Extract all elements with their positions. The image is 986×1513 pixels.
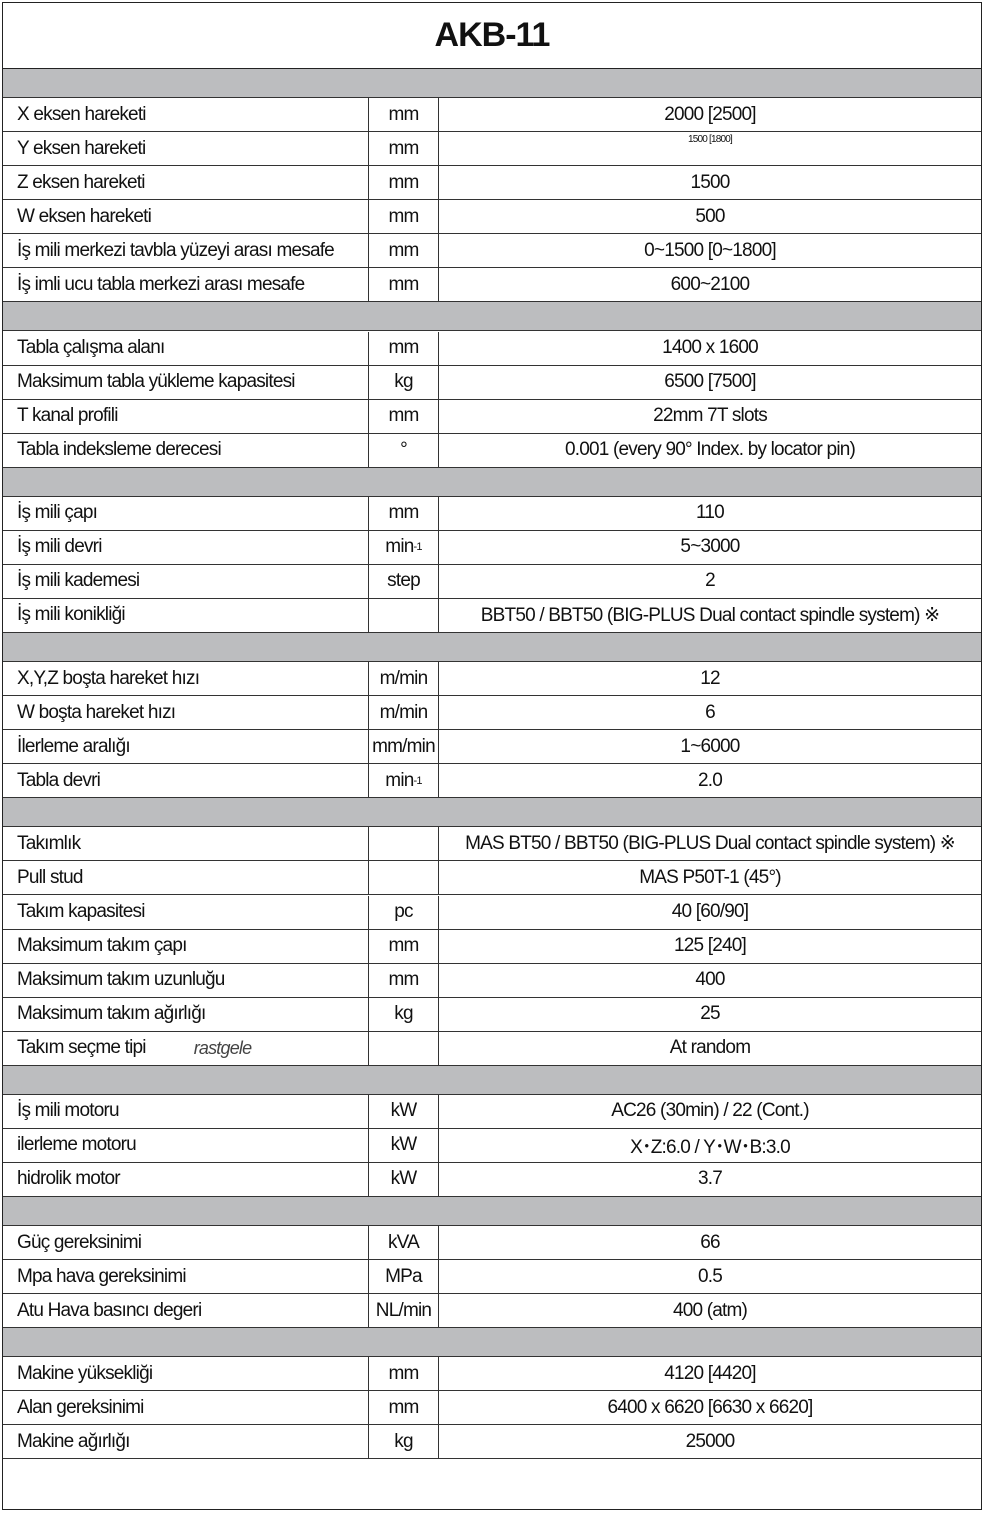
spec-label-text: T kanal profili — [17, 405, 118, 427]
spec-unit-text: kW — [390, 1100, 417, 1122]
spec-label — [3, 696, 369, 729]
spec-value: 400 (atm) — [672, 1299, 748, 1321]
spec-label — [3, 1129, 369, 1162]
spec-label — [3, 730, 369, 763]
spec-row — [3, 1425, 981, 1459]
spec-row — [3, 434, 981, 468]
spec-label — [3, 1163, 369, 1196]
spec-row — [3, 132, 981, 166]
spec-label-text: W boşta hareket hızı — [17, 701, 176, 723]
spec-label — [3, 332, 369, 365]
spec-value: 6400 x 6620 [6630 x 6620] — [607, 1396, 813, 1418]
section-divider — [3, 798, 981, 827]
spec-unit-text: mm — [388, 337, 419, 359]
spec-sheet — [2, 2, 982, 1510]
spec-unit — [369, 400, 439, 433]
section-divider — [3, 1197, 981, 1226]
unit-exponent: -1 — [413, 541, 422, 554]
spec-value: MAS BT50 / BBT50 (BIG-PLUS Dual contact spindle system) ※ — [465, 833, 955, 855]
spec-row — [3, 332, 981, 366]
spec-value: 4120 [4420] — [664, 1362, 756, 1384]
spec-label — [3, 1425, 369, 1458]
spec-label-text: X,Y,Z boşta hareket hızı — [17, 667, 200, 689]
spec-row — [3, 998, 981, 1032]
spec-unit — [369, 1260, 439, 1293]
spec-label-text: Alan gereksinimi — [17, 1396, 144, 1418]
spec-unit-text: mm — [388, 405, 419, 427]
spec-label — [3, 200, 369, 233]
spec-label — [3, 497, 369, 530]
spec-unit — [369, 1391, 439, 1424]
spec-unit — [369, 1032, 439, 1065]
spec-unit — [369, 234, 439, 267]
spec-label-text: İş mili merkezi tavbla yüzeyi arası mesafe — [17, 239, 334, 261]
spec-unit — [369, 964, 439, 997]
spec-label — [3, 861, 369, 894]
spec-value: 0~1500 [0~1800] — [644, 239, 776, 261]
spec-unit — [369, 662, 439, 695]
spec-unit-text: kg — [394, 371, 413, 393]
spec-label-text: İş mili motoru — [17, 1100, 119, 1122]
spec-label-text: İş mili devri — [17, 536, 102, 558]
spec-row — [3, 1260, 981, 1294]
spec-label-text: Tabla çalışma alanı — [17, 337, 165, 359]
spec-label-text: İş mili konikliği — [17, 604, 125, 626]
spec-unit — [369, 861, 439, 894]
spec-label-text: Z eksen hareketi — [17, 171, 145, 193]
spec-row — [3, 964, 981, 998]
spec-unit — [369, 98, 439, 131]
spec-unit — [369, 497, 439, 530]
spec-row — [3, 1357, 981, 1391]
spec-row — [3, 827, 981, 861]
spec-unit-text: kW — [390, 1134, 417, 1156]
spec-row — [3, 366, 981, 400]
spec-value: 6 — [705, 701, 715, 723]
spec-unit-text: min — [385, 536, 414, 558]
spec-label-text: İş mili kademesi — [17, 570, 140, 592]
spec-label-text: Güç gereksinimi — [17, 1231, 142, 1253]
spec-unit — [369, 696, 439, 729]
spec-unit-text: ° — [400, 439, 407, 461]
spec-row — [3, 565, 981, 599]
spec-value: 2.0 — [697, 769, 722, 791]
spec-value: 600~2100 — [670, 273, 750, 295]
spec-unit-text: mm/min — [372, 735, 435, 757]
spec-unit — [369, 1425, 439, 1458]
spec-label — [3, 964, 369, 997]
spec-value: 0.001 (every 90° Index. by locator pin) — [564, 439, 856, 461]
spec-label-text: Pull stud — [17, 866, 83, 888]
spec-unit-text: mm — [388, 969, 419, 991]
spec-row — [3, 531, 981, 565]
spec-label — [3, 400, 369, 433]
spec-unit — [369, 998, 439, 1031]
spec-value: 22mm 7T slots — [653, 405, 767, 427]
spec-label — [3, 1260, 369, 1293]
spec-unit-text: mm — [388, 103, 419, 125]
spec-label — [3, 1357, 369, 1390]
spec-value: 1500 [1800] — [687, 134, 733, 146]
spec-note: rastgele — [193, 1037, 252, 1058]
spec-row — [3, 599, 981, 633]
spec-row — [3, 1226, 981, 1260]
spec-label — [3, 531, 369, 564]
spec-row — [3, 764, 981, 798]
spec-row — [3, 166, 981, 200]
section-divider — [3, 1328, 981, 1357]
spec-unit — [369, 531, 439, 564]
spec-label-text: Maksimum takım uzunluğu — [17, 969, 225, 991]
spec-unit — [369, 1294, 439, 1327]
spec-label — [3, 565, 369, 598]
spec-value: 0.5 — [697, 1265, 722, 1287]
spec-unit-text: kW — [390, 1168, 417, 1190]
spec-row — [3, 400, 981, 434]
spec-value: 5~3000 — [680, 536, 740, 558]
spec-unit — [369, 1129, 439, 1162]
spec-unit — [369, 1163, 439, 1196]
spec-value: 66 — [700, 1231, 720, 1253]
spec-unit — [369, 1357, 439, 1390]
spec-value: 110 — [696, 502, 724, 524]
spec-row — [3, 200, 981, 234]
spec-label — [3, 1294, 369, 1327]
spec-label — [3, 599, 369, 632]
spec-label-text: Takım kapasitesi — [17, 901, 145, 923]
spec-value: 1500 — [690, 171, 730, 193]
spec-value: BBT50 / BBT50 (BIG-PLUS Dual contact spindle system) ※ — [480, 604, 940, 626]
spec-value: 25 — [700, 1003, 720, 1025]
spec-value: AC26 (30min) / 22 (Cont.) — [611, 1100, 809, 1122]
spec-value: 1~6000 — [680, 735, 740, 757]
spec-row — [3, 930, 981, 964]
spec-unit-text: kg — [394, 1003, 413, 1025]
spec-label — [3, 764, 369, 797]
spec-row — [3, 896, 981, 930]
spec-unit-text: mm — [388, 137, 419, 159]
spec-unit-text: mm — [388, 273, 419, 295]
spec-value: 6500 [7500] — [664, 371, 756, 393]
spec-label — [3, 98, 369, 131]
spec-label — [3, 1391, 369, 1424]
spec-unit — [369, 730, 439, 763]
spec-unit-text: mm — [388, 502, 419, 524]
section-divider — [3, 69, 981, 98]
spec-label-text: İlerleme aralığı — [17, 735, 130, 757]
spec-label-text: hidrolik motor — [17, 1168, 120, 1190]
spec-unit-text: mm — [388, 1362, 419, 1384]
spec-label-text: Makine ağırlığı — [17, 1430, 130, 1452]
spec-unit — [369, 332, 439, 365]
spec-unit-text: MPa — [385, 1265, 422, 1287]
spec-unit — [369, 565, 439, 598]
spec-label — [3, 930, 369, 963]
spec-label-text: Makine yüksekliği — [17, 1362, 153, 1384]
spec-unit — [369, 434, 439, 467]
spec-value: 2000 [2500] — [664, 103, 756, 125]
spec-value: 125 [240] — [673, 935, 747, 957]
spec-label-text: Takım seçme tipi — [17, 1037, 146, 1059]
spec-label-text: İş imli ucu tabla merkezi arası mesafe — [17, 273, 305, 295]
spec-label — [3, 1226, 369, 1259]
spec-label — [3, 827, 369, 860]
spec-value: 2 — [705, 570, 715, 592]
spec-unit — [369, 764, 439, 797]
spec-unit-text: NL/min — [375, 1299, 432, 1321]
spec-row — [3, 1163, 981, 1197]
spec-value: At random — [669, 1037, 751, 1059]
spec-unit-text: m/min — [379, 701, 428, 723]
section-divider — [3, 302, 981, 331]
spec-label — [3, 166, 369, 199]
spec-label-text: Y eksen hareketi — [17, 137, 146, 159]
spec-unit — [369, 166, 439, 199]
spec-value: 400 — [695, 969, 725, 991]
spec-unit — [369, 200, 439, 233]
spec-row — [3, 1095, 981, 1129]
spec-unit — [369, 268, 439, 301]
spec-unit — [369, 930, 439, 963]
page-title: AKB-11 — [3, 3, 981, 69]
spec-value: MAS P50T-1 (45°) — [639, 866, 781, 888]
spec-unit-text: mm — [388, 239, 419, 261]
spec-value: 3.7 — [697, 1168, 722, 1190]
spec-unit-text: mm — [388, 171, 419, 193]
spec-label-text: Takımlık — [17, 832, 81, 854]
spec-row — [3, 1391, 981, 1425]
spec-label — [3, 434, 369, 467]
spec-unit-text: mm — [388, 205, 419, 227]
unit-exponent: -1 — [413, 774, 422, 787]
spec-unit-text: mm — [388, 1396, 419, 1418]
section-divider — [3, 468, 981, 497]
spec-label-text: Maksimum takım ağırlığı — [17, 1003, 206, 1025]
spec-row — [3, 1129, 981, 1163]
spec-row — [3, 497, 981, 531]
spec-label — [3, 1032, 369, 1065]
spec-label — [3, 268, 369, 301]
spec-unit-text: m/min — [379, 667, 428, 689]
spec-unit-text: kg — [394, 1430, 413, 1452]
spec-label-text: Mpa hava gereksinimi — [17, 1265, 186, 1287]
spec-row — [3, 1032, 981, 1066]
spec-label-text: Tabla indeksleme derecesi — [17, 439, 221, 461]
spec-unit-text: pc — [394, 901, 413, 923]
spec-unit-text: min — [385, 769, 414, 791]
spec-label — [3, 896, 369, 929]
spec-label — [3, 234, 369, 267]
spec-row — [3, 1294, 981, 1328]
spec-unit-text: mm — [388, 935, 419, 957]
spec-row — [3, 234, 981, 268]
spec-unit — [369, 132, 439, 165]
spec-unit — [369, 896, 439, 929]
spec-value: 500 — [695, 205, 725, 227]
spec-label-text: Tabla devri — [17, 769, 101, 791]
spec-label-text: İş mili çapı — [17, 502, 98, 524]
spec-label-text: Maksimum takım çapı — [17, 935, 187, 957]
spec-unit — [369, 599, 439, 632]
spec-row — [3, 662, 981, 696]
spec-row — [3, 861, 981, 895]
spec-unit — [369, 1226, 439, 1259]
spec-value: X･Z:6.0 / Y･W･B:3.0 — [630, 1136, 790, 1158]
spec-label-text: X eksen hareketi — [17, 103, 146, 125]
spec-row — [3, 730, 981, 764]
spec-unit — [369, 1095, 439, 1128]
spec-value: 40 [60/90] — [671, 901, 749, 923]
spec-label — [3, 132, 369, 165]
spec-unit-text: kVA — [387, 1231, 420, 1253]
spec-label — [3, 366, 369, 399]
section-divider — [3, 633, 981, 662]
spec-row — [3, 98, 981, 132]
spec-unit-text: step — [387, 570, 420, 592]
spec-unit — [369, 827, 439, 860]
spec-label — [3, 998, 369, 1031]
spec-label-text: ilerleme motoru — [17, 1134, 136, 1156]
spec-label-text: Atu Hava basıncı degeri — [17, 1299, 202, 1321]
spec-label — [3, 1095, 369, 1128]
spec-label-text: Maksimum tabla yükleme kapasitesi — [17, 371, 295, 393]
spec-row — [3, 268, 981, 302]
section-divider — [3, 1066, 981, 1095]
spec-unit — [369, 366, 439, 399]
spec-label — [3, 662, 369, 695]
spec-row — [3, 696, 981, 730]
spec-value: 12 — [700, 667, 720, 689]
spec-value: 25000 — [685, 1430, 735, 1452]
spec-label-text: W eksen hareketi — [17, 205, 151, 227]
spec-value: 1400 x 1600 — [662, 337, 758, 359]
